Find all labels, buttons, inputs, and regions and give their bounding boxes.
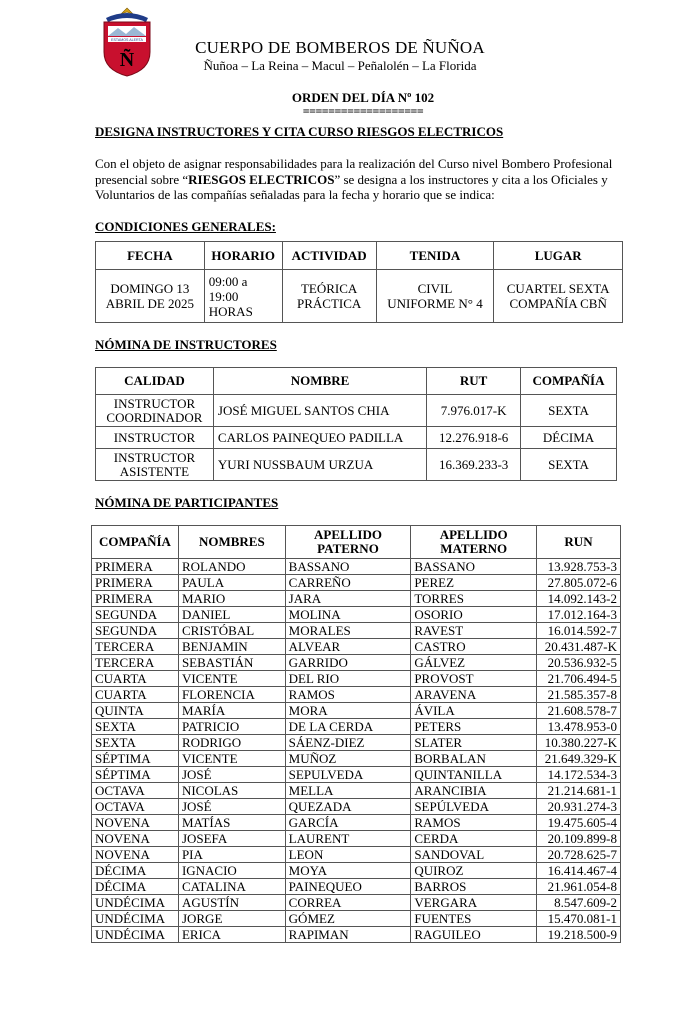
participant-apellido-paterno: LAURENT — [285, 831, 411, 847]
participant-compania: OCTAVA — [92, 783, 179, 799]
table-row — [92, 895, 621, 911]
participant-compania: NOVENA — [92, 815, 179, 831]
participant-run: 21.649.329-K — [537, 751, 621, 767]
participant-apellido-materno: ARANCIBIA — [411, 783, 537, 799]
lugar-line-2: COMPAÑÍA CBÑ — [509, 296, 607, 311]
instructor-calidad — [96, 395, 214, 427]
table-row — [92, 879, 621, 895]
instructors-header-row — [96, 368, 617, 395]
participant-run: 20.728.625-7 — [537, 847, 621, 863]
participant-run: 21.585.357-8 — [537, 687, 621, 703]
participant-apellido-materno: CERDA — [411, 831, 537, 847]
fecha-line-2: ABRIL DE 2025 — [105, 296, 195, 311]
participant-apellido-paterno: GARCÍA — [285, 815, 411, 831]
cell-tenida — [376, 270, 494, 323]
tenida-line-1: CIVIL — [417, 281, 453, 296]
participant-compania: SEXTA — [92, 719, 179, 735]
participant-compania: PRIMERA — [92, 575, 179, 591]
participant-apellido-materno: SLATER — [411, 735, 537, 751]
table-row — [92, 831, 621, 847]
instructor-rut: 7.976.017-K — [427, 395, 521, 427]
table-row — [92, 719, 621, 735]
cell-horario — [204, 270, 282, 323]
lugar-line-1: CUARTEL SEXTA — [506, 281, 610, 296]
participant-apellido-materno: ARAVENA — [411, 687, 537, 703]
col-header-nombre: NOMBRE — [213, 368, 426, 395]
paterno-line-2: PATERNO — [317, 541, 379, 556]
participant-apellido-materno: TORRES — [411, 591, 537, 607]
participant-compania: NOVENA — [92, 847, 179, 863]
participant-apellido-paterno: MELLA — [285, 783, 411, 799]
col-header-tenida: TENIDA — [376, 242, 494, 270]
table-row — [92, 575, 621, 591]
participant-apellido-paterno: GARRIDO — [285, 655, 411, 671]
participant-run: 21.608.578-7 — [537, 703, 621, 719]
participant-apellido-paterno: SEPULVEDA — [285, 767, 411, 783]
col-header-rut: RUT — [427, 368, 521, 395]
instructor-compania: DÉCIMA — [521, 427, 617, 449]
table-row — [92, 911, 621, 927]
participant-compania: SEGUNDA — [92, 623, 179, 639]
participant-apellido-materno: BORBALAN — [411, 751, 537, 767]
participant-nombres: RODRIGO — [178, 735, 285, 751]
participant-nombres: BENJAMIN — [178, 639, 285, 655]
participant-apellido-paterno: JARA — [285, 591, 411, 607]
participant-compania: DÉCIMA — [92, 863, 179, 879]
participants-heading: NÓMINA DE PARTICIPANTES — [95, 495, 279, 510]
fecha-line-1: DOMINGO 13 — [110, 281, 190, 296]
participant-apellido-materno: VERGARA — [411, 895, 537, 911]
participant-apellido-materno: PEREZ — [411, 575, 537, 591]
participant-apellido-materno: GÁLVEZ — [411, 655, 537, 671]
participant-run: 20.431.487-K — [537, 639, 621, 655]
instructor-nombre: JOSÉ MIGUEL SANTOS CHIA — [213, 395, 426, 427]
participant-run: 8.547.609-2 — [537, 895, 621, 911]
participant-nombres: JOSÉ — [178, 767, 285, 783]
participant-nombres: AGUSTÍN — [178, 895, 285, 911]
cell-fecha — [96, 270, 205, 323]
instructor-nombre: YURI NUSSBAUM URZUA — [213, 449, 426, 481]
participants-body — [92, 559, 621, 943]
participant-compania: DÉCIMA — [92, 879, 179, 895]
participant-compania: CUARTA — [92, 671, 179, 687]
participant-nombres: JORGE — [178, 911, 285, 927]
participant-apellido-paterno: RAPIMAN — [285, 927, 411, 943]
fire-department-logo — [98, 6, 156, 78]
participant-apellido-paterno: MUÑOZ — [285, 751, 411, 767]
participant-run: 21.214.681-1 — [537, 783, 621, 799]
participant-apellido-paterno: PAINEQUEO — [285, 879, 411, 895]
instructor-calidad: INSTRUCTOR — [96, 427, 214, 449]
participant-compania: PRIMERA — [92, 559, 179, 575]
participant-compania: UNDÉCIMA — [92, 895, 179, 911]
participant-apellido-paterno: MOYA — [285, 863, 411, 879]
calidad-line-1: INSTRUCTOR — [113, 449, 196, 465]
participant-apellido-materno: QUIROZ — [411, 863, 537, 879]
col-header-apellido-paterno — [285, 526, 411, 559]
participant-compania: OCTAVA — [92, 799, 179, 815]
participant-nombres: MARIO — [178, 591, 285, 607]
participant-compania: TERCERA — [92, 655, 179, 671]
participant-compania: NOVENA — [92, 831, 179, 847]
calidad-line-1: INSTRUCTOR — [113, 395, 196, 411]
cell-actividad — [282, 270, 376, 323]
organization-name: CUERPO DE BOMBEROS DE ÑUÑOA — [195, 38, 485, 57]
participant-nombres: PAULA — [178, 575, 285, 591]
participant-nombres: MATÍAS — [178, 815, 285, 831]
instructor-rut: 16.369.233-3 — [427, 449, 521, 481]
intro-text-bold: RIESGOS ELECTRICOS — [188, 171, 335, 187]
participant-run: 16.014.592-7 — [537, 623, 621, 639]
calidad-line-2: COORDINADOR — [106, 409, 203, 425]
participant-apellido-paterno: GÓMEZ — [285, 911, 411, 927]
cell-lugar — [494, 270, 623, 323]
instructor-rut: 12.276.918-6 — [427, 427, 521, 449]
participant-run: 20.931.274-3 — [537, 799, 621, 815]
participant-apellido-materno: OSORIO — [411, 607, 537, 623]
table-row — [92, 671, 621, 687]
participant-apellido-paterno: RAMOS — [285, 687, 411, 703]
participant-apellido-materno: SANDOVAL — [411, 847, 537, 863]
instructor-row — [96, 395, 617, 427]
participants-header-row — [92, 526, 621, 559]
order-title-rule: =================== — [302, 104, 424, 118]
participant-nombres: CATALINA — [178, 879, 285, 895]
table-row — [92, 591, 621, 607]
actividad-line-2: PRÁCTICA — [297, 296, 362, 311]
participant-run: 14.092.143-2 — [537, 591, 621, 607]
intro-text-end: ” se designa a los instructores y cita a los Oficiales y Voluntarios de las compañías señaladas para la fecha y horario que se indica: — [95, 171, 608, 202]
order-title: ORDEN DEL DÍA Nº 102 — [291, 90, 435, 105]
table-row — [92, 559, 621, 575]
participant-run: 19.218.500-9 — [537, 927, 621, 943]
participant-apellido-materno: BARROS — [411, 879, 537, 895]
table-row — [92, 735, 621, 751]
participant-apellido-materno: PROVOST — [411, 671, 537, 687]
col-header-calidad: CALIDAD — [96, 368, 214, 395]
participant-apellido-paterno: DE LA CERDA — [285, 719, 411, 735]
participant-compania: QUINTA — [92, 703, 179, 719]
col-header-run: RUN — [537, 526, 621, 559]
paterno-line-1: APELLIDO — [314, 527, 382, 542]
participant-apellido-materno: RAVEST — [411, 623, 537, 639]
table-row — [92, 783, 621, 799]
conditions-header-row — [96, 242, 623, 270]
participant-apellido-paterno: LEON — [285, 847, 411, 863]
logo-letter: Ñ — [119, 49, 135, 71]
table-row — [92, 607, 621, 623]
horario-line-2: 19:00 — [208, 288, 239, 304]
col-header-compania: COMPAÑÍA — [521, 368, 617, 395]
instructors-table — [95, 367, 617, 481]
participant-run: 20.109.899-8 — [537, 831, 621, 847]
conditions-table — [95, 241, 623, 323]
order-subject: DESIGNA INSTRUCTORES Y CITA CURSO RIESGOS ELECTRICOS — [95, 124, 504, 139]
participant-compania: UNDÉCIMA — [92, 911, 179, 927]
materno-line-2: MATERNO — [440, 541, 508, 556]
participant-apellido-materno: PETERS — [411, 719, 537, 735]
participant-apellido-materno: RAGUILEO — [411, 927, 537, 943]
col-header-actividad: ACTIVIDAD — [282, 242, 376, 270]
participant-run: 15.470.081-1 — [537, 911, 621, 927]
participants-table — [91, 525, 621, 943]
col-header-lugar: LUGAR — [494, 242, 623, 270]
table-row — [92, 847, 621, 863]
participant-nombres: NICOLAS — [178, 783, 285, 799]
participant-apellido-paterno: DEL RIO — [285, 671, 411, 687]
horario-line-3: HORAS — [208, 303, 253, 319]
participant-compania: SEGUNDA — [92, 607, 179, 623]
participant-nombres: VICENTE — [178, 671, 285, 687]
table-row — [92, 799, 621, 815]
participant-apellido-paterno: MORALES — [285, 623, 411, 639]
participant-run: 21.706.494-5 — [537, 671, 621, 687]
participant-compania: UNDÉCIMA — [92, 927, 179, 943]
table-row — [92, 703, 621, 719]
col-header-horario: HORARIO — [204, 242, 282, 270]
instructor-row — [96, 449, 617, 481]
instructor-compania: SEXTA — [521, 395, 617, 427]
participant-apellido-paterno: MOLINA — [285, 607, 411, 623]
table-row — [92, 623, 621, 639]
table-row — [92, 639, 621, 655]
col-header-compania: COMPAÑÍA — [92, 526, 179, 559]
participant-nombres: FLORENCIA — [178, 687, 285, 703]
participant-nombres: IGNACIO — [178, 863, 285, 879]
participant-run: 14.172.534-3 — [537, 767, 621, 783]
participant-apellido-materno: ÁVILA — [411, 703, 537, 719]
col-header-apellido-materno — [411, 526, 537, 559]
intro-text-start: Con el objeto de asignar responsabilidades para la realización del Curso nivel Bombero Profesional presencial sobre “ — [95, 156, 613, 187]
logo-motto: ESTAMOS ALERTA — [111, 38, 143, 42]
conditions-heading: CONDICIONES GENERALES: — [95, 219, 276, 234]
participant-apellido-paterno: ALVEAR — [285, 639, 411, 655]
participant-apellido-paterno: SÁENZ-DIEZ — [285, 735, 411, 751]
participant-run: 10.380.227-K — [537, 735, 621, 751]
table-row — [92, 927, 621, 943]
participant-apellido-paterno: QUEZADA — [285, 799, 411, 815]
horario-line-1: 09:00 a — [208, 273, 248, 289]
table-row — [92, 767, 621, 783]
table-row — [92, 815, 621, 831]
organization-communes: Ñuñoa – La Reina – Macul – Peñalolén – La Florida — [203, 58, 477, 73]
participant-nombres: SEBASTIÁN — [178, 655, 285, 671]
instructor-compania: SEXTA — [521, 449, 617, 481]
table-row — [92, 687, 621, 703]
col-header-nombres: NOMBRES — [178, 526, 285, 559]
participant-compania: TERCERA — [92, 639, 179, 655]
participant-compania: SÉPTIMA — [92, 767, 179, 783]
participant-apellido-materno: QUINTANILLA — [411, 767, 537, 783]
participant-apellido-materno: RAMOS — [411, 815, 537, 831]
participant-nombres: MARÍA — [178, 703, 285, 719]
materno-line-1: APELLIDO — [439, 527, 508, 542]
participant-run: 17.012.164-3 — [537, 607, 621, 623]
participant-apellido-paterno: BASSANO — [285, 559, 411, 575]
participant-apellido-materno: BASSANO — [411, 559, 537, 575]
instructor-calidad — [96, 449, 214, 481]
participant-run: 27.805.072-6 — [537, 575, 621, 591]
actividad-line-1: TEÓRICA — [300, 281, 358, 296]
participant-apellido-paterno: CARREÑO — [285, 575, 411, 591]
participant-run: 21.961.054-8 — [537, 879, 621, 895]
participant-nombres: ERICA — [178, 927, 285, 943]
participant-apellido-paterno: MORA — [285, 703, 411, 719]
table-row — [92, 655, 621, 671]
participant-apellido-materno: FUENTES — [411, 911, 537, 927]
participant-apellido-materno: CASTRO — [411, 639, 537, 655]
participant-compania: PRIMERA — [92, 591, 179, 607]
intro-paragraph — [95, 156, 625, 203]
calidad-line-2: ASISTENTE — [119, 463, 190, 479]
participant-nombres: DANIEL — [178, 607, 285, 623]
participant-run: 16.414.467-4 — [537, 863, 621, 879]
table-row — [92, 751, 621, 767]
table-row — [92, 863, 621, 879]
participant-compania: SEXTA — [92, 735, 179, 751]
participant-apellido-paterno: CORREA — [285, 895, 411, 911]
participant-nombres: JOSEFA — [178, 831, 285, 847]
instructor-nombre: CARLOS PAINEQUEO PADILLA — [213, 427, 426, 449]
participant-nombres: VICENTE — [178, 751, 285, 767]
tenida-line-2: UNIFORME N° 4 — [387, 296, 483, 311]
participant-run: 20.536.932-5 — [537, 655, 621, 671]
conditions-row — [96, 270, 623, 323]
participant-nombres: PATRICIO — [178, 719, 285, 735]
participant-nombres: CRISTÓBAL — [178, 623, 285, 639]
participant-compania: CUARTA — [92, 687, 179, 703]
col-header-fecha: FECHA — [96, 242, 205, 270]
participant-apellido-materno: SEPÚLVEDA — [411, 799, 537, 815]
participant-nombres: JOSÉ — [178, 799, 285, 815]
participant-nombres: PIA — [178, 847, 285, 863]
participant-compania: SÉPTIMA — [92, 751, 179, 767]
instructors-heading: NÓMINA DE INSTRUCTORES — [95, 337, 277, 352]
participant-run: 19.475.605-4 — [537, 815, 621, 831]
participant-nombres: ROLANDO — [178, 559, 285, 575]
instructor-row — [96, 427, 617, 449]
participant-run: 13.478.953-0 — [537, 719, 621, 735]
participant-run: 13.928.753-3 — [537, 559, 621, 575]
